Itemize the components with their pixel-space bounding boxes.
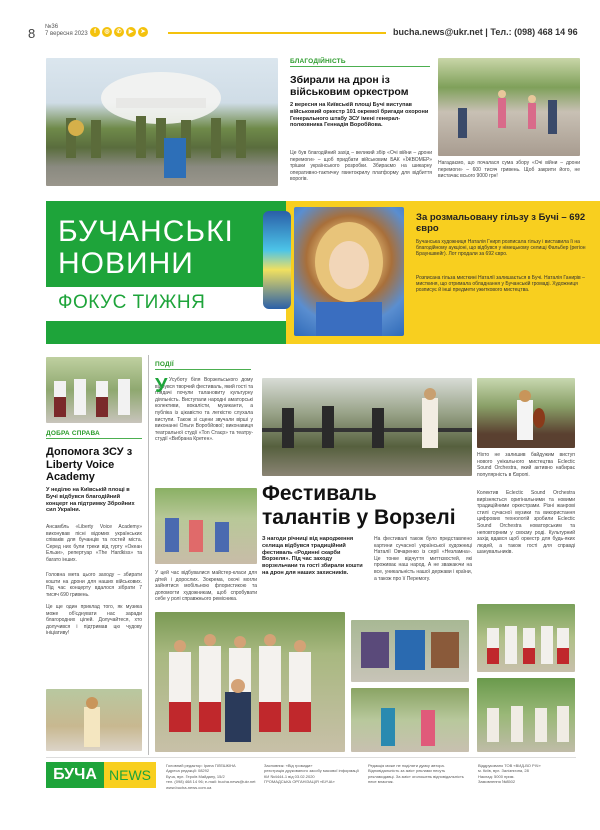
children-illustration [155,488,257,564]
page-number: 8 [28,26,36,41]
good-deed-text2: Головна мета цього заходу – збирати кошти на дрони для наших військових. Під час концерту вдалося зібрати 7 тисяч 690 гривень. [46,572,142,598]
banner-subtitle: ФОКУС ТИЖНЯ [58,292,206,313]
stage-illustration [262,378,472,476]
footer-editorial: Головний редактор: Ірина ПЛЕШКІНА Адреса редакції: 08292 Буча, вул. Героїв Майдану, 15/2 тел. (098) 468 14 96; e-mail: bucha.news@ukr.net www.bucha-news.com.ua [166,763,256,790]
choir-illustration [46,357,142,423]
orchestra-photo [46,58,278,186]
choir-photo [46,357,142,423]
rubric-rule [155,369,251,370]
singer-photo [46,689,142,751]
crowd-illustration [438,58,580,156]
youtube-icon[interactable]: ▶ [126,27,136,37]
banner-story-text2: Розписана гільза мисткині Наталії залишається в Бучі. Наталія Ганирів – мисткиня, що отримала обладнання у Бучанській громаді. Художниця розписує й інші предмети ужиткового мистецтва. [416,275,585,294]
orchestra-illustration [46,58,278,186]
violinist-photo [477,378,575,448]
good-deed-text1: Ансамбль «Liberty Voice Academy» виконував пісні відомих українських співаків для бучанців та гостей міста. Серед них були треки від гурту «Океан Ельзи», репертуар «The Hardkiss» та багато інших. [46,524,142,563]
rubric-good-deed: ДОБРА СПРАВА [46,430,100,437]
good-deed-lead: У неділю на Київській площі в Бучі відбувся благодійний концерт на підтримку Збройних сил України. [46,487,135,514]
footer-rule [46,757,576,758]
charity-side-text: Нагадаємо, що почалася сума збору «Очі війни – дрони перемоги» – 600 тисяч гривень. Щоб закрити його, не вистачає всього 9000 грн! [438,160,580,180]
festival-col3-text: На фестивалі також було представлено картини сучасної української художниці Наталії Овчаренко із серії «Незламна». Це тонке відчуття миттєвостей, які проживає наш народ. А не зважаючи на все, уникальність нашої держави і країни, а також про її Перемогу. [374,536,472,582]
rubric-rule [46,438,142,439]
banner-story-title: За розмальовану гільзу з Бучі – 692 євро [416,212,586,234]
festival-title: Фестиваль талантів у Ворзелі [262,482,456,529]
footer-logo-bucha: БУЧА [46,762,104,788]
choir-group-photo [477,604,575,672]
festival-right-text2: Колектив Eclectic Sound Orchestra вирізняється оригінальними та новими традиційними оркестрами. Різні жанрові стилі сучасної музики та використання цифрових технологій зробили Eclectic Sound Orchestra новаторським та неповторним у своєму роді. Культурний захід вдався щоб оркестр для будь-яких людей, а також гості для справді шанувальників. [477,490,575,556]
footer-disclaimer: Редакція може не поділяти думку автора. Відповідальність за зміст реклами несуть рекламодавці. За зміст оголошень відповідальність несе власник. [368,763,464,785]
crowd-photo [438,58,580,156]
folk-ensemble-photo [155,612,345,752]
dancers-photo [351,688,469,752]
header-rule [168,32,386,34]
orchestra-lawn-photo [477,678,575,752]
choir-group-illustration [477,604,575,672]
orchestra-lawn-illustration [477,678,575,752]
children-photo [155,488,257,564]
column-divider [148,355,149,755]
portrait-illustration [294,207,404,336]
banner-title: БУЧАНСЬКІ НОВИНИ [58,215,234,280]
drop-cap: У [155,375,168,397]
folk-ensemble-illustration [155,612,345,752]
viber-icon[interactable]: ✆ [114,27,124,37]
dancers-illustration [351,688,469,752]
rubric-rule [290,66,430,67]
violinist-illustration [477,378,575,448]
festival-lead: З нагоди річниці від народження селища відбувся традиційний фестиваль «Родинні скарби Ворзеля». Під час заходу ворзельчани та гості збирали кошти на дрон для наших захисників. [262,536,363,576]
facebook-icon[interactable]: f [90,27,100,37]
festival-right-text1: Ніхто не залишив байдужим виступ нового унікального мистецтва Eclectic Sound Orchestra, який активно набирає популярність в Європі. [477,452,575,478]
footer-founder: Засновник: «Від громади» реєстрація друкованого засобу масової інформації КИ №4444-1 від 03.02.2020 ГРОМАДСЬКА ОРГАНІЗАЦІЯ «БУЧА» [264,763,359,785]
telegram-icon[interactable]: ➤ [138,27,148,37]
issue-info: №36 7 вересня 2023 [45,24,88,37]
charity-title: Збирали на дрон із військовим оркестром [290,74,409,98]
artist-portrait [294,207,404,336]
charity-lead: 2 вересня на Київській площі Бучі виступав військовий оркестр 101 окремої бригади охорони Генерального штабу ЗСУ імені генерал-полковника Геннадія Воробйова. [290,102,429,129]
festival-intro: У Усуботу біля Ворзельського дому відбувся творчий фестиваль, який гості та глядачі почули талановиту культурну діяльність. Виступали народні аматорські колективи, вокалісти, музиканти, а публіка із цікавістю та легкістю слухала виступи. Також зі сцени звучали вірші у виконанні Ольги Воробйової; виконавиця театральної студії «Ton Стаєр» та театру-студії «Вибрана Кретен». [155,375,253,443]
concert-stage-photo [262,378,472,476]
painted-shell-photo [263,211,291,309]
charity-text: Це був благодійний захід – великий збір «Очі війни – дрони перемоги» – щоб придбати військовим БАК «ЇЖВОМЕР» трішки українського розробки. Збираємо на шикарну оперативно-тактичну гвинтокрилу платформу для відбиття ворогів. [290,150,432,183]
rubric-charity: БЛАГОДІЙНІСТЬ [290,58,346,65]
footer-logo-news: NEWS [104,762,156,788]
footer-printing: Віддруковано ТОВ «ВИД-ВО РІЧ» м. Київ, вул. Залізнична, 28 Наклад: 5000 прим. Замовлення №8502 [478,763,541,785]
singer-illustration [46,689,142,751]
good-deed-title: Допомога ЗСУ з Liberty Voice Academy [46,446,133,483]
social-icons [90,27,148,37]
good-deed-text3: Це ще один приклад того, як музика може об'єднувати нас заради благородних цілей. Долучайтеся, хто долучився і підтримав цю чудову ініціативу! [46,604,142,637]
banner-story-text: Бучанська художниця Наталія Гнирп розписала гільзу і виставила її на благодійному аукціоні, що відбувся у німецькому селищі Фальбер (регіон Брауншвейг). Лот продали за 692 євро. [416,239,586,258]
instagram-icon[interactable]: ◎ [102,27,112,37]
paintings-illustration [351,620,469,682]
paintings-photo [351,620,469,682]
contact-info: bucha.news@ukr.net | Тел.: (098) 468 14 96 [393,27,578,37]
rubric-events: ПОДІЇ [155,361,174,368]
festival-mid-text: У цей час відбувалися майстер-класи для дітей і дорослих. Зокрема, охочі могли зайнятися мобільною флористикою та допомогти художникам, щоб спробувати себе у ролі справжнього ремісника. [155,570,257,603]
